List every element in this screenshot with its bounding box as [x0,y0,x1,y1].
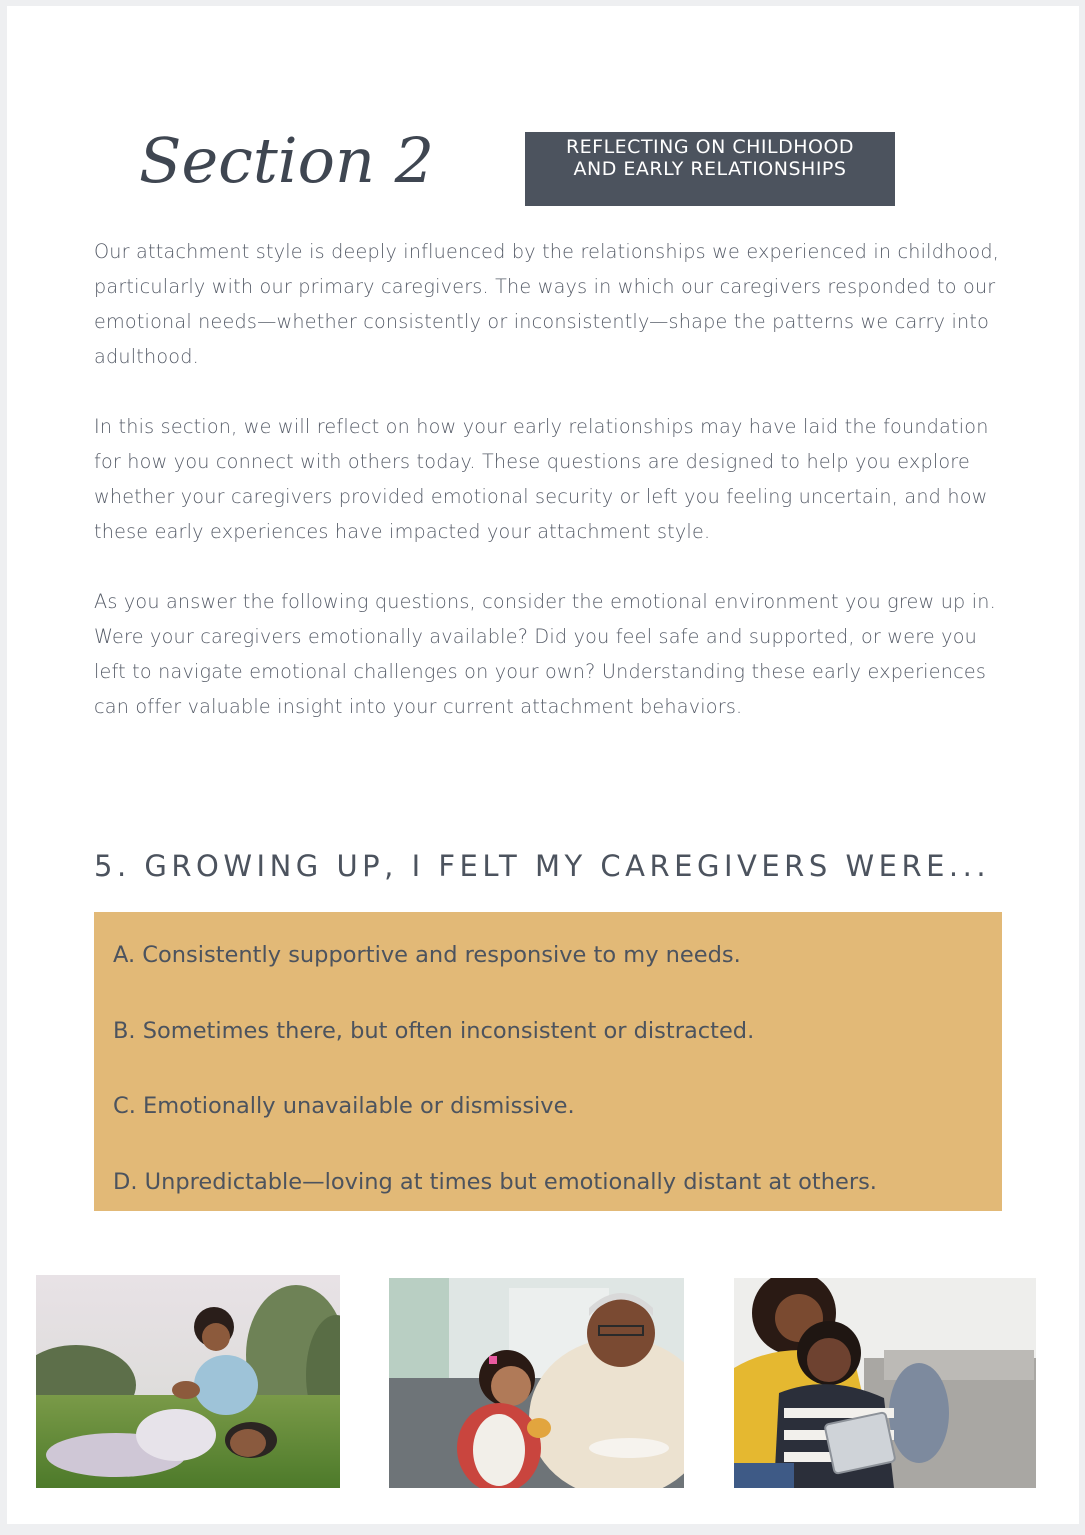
intro-paragraph-3: As you answer the following questions, consider the emotional environment you grew up in. Were your caregivers emotionally available? Did you feel safe and supported, or were you left to navigate emotional challenges on your own? Understanding these early experiences can offer valuable insight into your current attachment behaviors. [94,590,996,718]
answer-option-a[interactable]: A. Consistently supportive and responsive to my needs. [113,942,741,968]
section-script-text: Section 2 [139,124,435,197]
section-badge: REFLECTING ON CHILDHOOD AND EARLY RELATIONSHIPS [525,132,895,206]
intro-paragraph-1: Our attachment style is deeply influenced by the relationships we experienced in childhood, particularly with our primary caregivers. The ways in which our caregivers responded to our emotional needs—whether consistently or inconsistently—shape the patterns we carry into adulthood. [94,240,1000,368]
section-script-title [135,110,455,220]
page [7,6,1079,1524]
answer-option-c[interactable]: C. Emotionally unavailable or dismissive. [113,1093,575,1119]
answer-option-b[interactable]: B. Sometimes there, but often inconsistent or distracted. [113,1017,755,1044]
photo-mother-daughter-tablet [734,1278,1036,1488]
question-title: 5. GROWING UP, I FELT MY CAREGIVERS WERE... [94,849,991,883]
intro-paragraph-2: In this section, we will reflect on how your early relationships may have laid the foundation for how you connect with others today. These questions are designed to help you explore whether your caregivers provided emotional security or left you feeling uncertain, and how these early experiences have impacted your attachment style. [94,415,989,543]
photo-parent-child-grass [36,1275,340,1488]
intro-text [94,234,1004,759]
photo-grandfather-girl [389,1278,684,1488]
answer-options [94,912,1002,1211]
answer-option-d[interactable]: D. Unpredictable—loving at times but emotionally distant at others. [113,1168,877,1195]
